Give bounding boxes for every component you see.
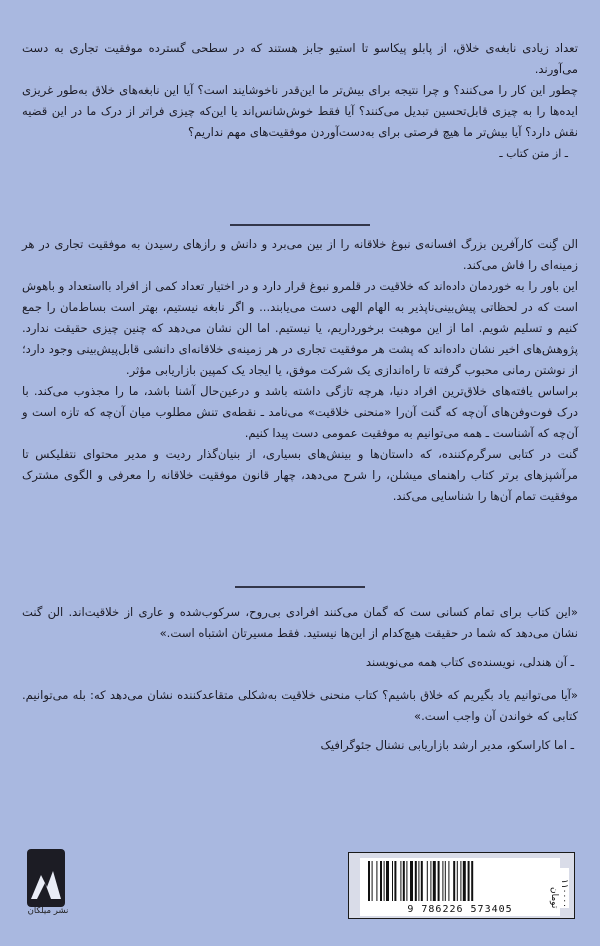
praise-section [22,602,578,768]
description-paragraph-2: این باور را به خوردمان داده‌اند که خلاقیت در قلمرو نبوغ قرار دارد و در اختیار تعداد کمی از افراد بااستعداد و باهوش است که در لحظاتی پیش‌بینی‌ناپذیر به الهام الهی دست می‌یابند... و اگر نابغه نیستیم، بهتر است بساط‌مان را جمع کنیم و تسلیم شویم. اما از این موهبت برخورداریم، یا نیستیم. اما الن نشان می‌دهد که چنین چیزی حقیقت ندارد. پژوهش‌های اخیر نشان داده‌اند که پشت هر موفقیت تجاری در هر زمینه‌ی خلاقانه‌ای دانشی قابل‌پیش‌بینی وجود دارد؛ از نوشتن رمانی محبوب گرفته تا راه‌اندازی یک شرکت موفق، یا ایجاد یک کمپین بازاریابی مؤثر. [22,279,578,377]
section-divider [235,586,365,588]
praise-quote-2: «آیا می‌توانیم یاد بگیریم که خلاق باشیم؟ کتاب منحنی خلاقیت به‌شکلی متقاعدکننده نشان می‌دهد که: بله می‌توانیم. کتابی که خواندن آن واجب است.» [22,688,578,723]
praise-attribution-2: ـ اما کاراسکو، مدیر ارشد بازاریابی نشنال جئوگرافیک [320,738,574,752]
praise-quote-1: «این کتاب برای تمام کسانی ست که گمان می‌کنند افرادی بی‌روح، سرکوب‌شده و عاری از خلاقیت‌اند. الن گنت نشان می‌دهد که شما در حقیقت هیچ‌کدام از این‌ها نیستید. فقط مسیرتان اشتباه است.» [22,605,578,640]
price-label: ۱۱۰۰۰۰ تومان [541,868,569,908]
excerpt-paragraph-2: چطور این کار را می‌کنند؟ و چرا نتیجه برای بیش‌تر ما این‌قدر ناخوشایند است؟ آیا این نابغه‌های خلاق به‌طور غریزی ایده‌ها را به چیزی قابل‌تحسین تبدیل می‌کنند؟ آیا فقط خوش‌شانس‌اند یا این‌که چیزی فراتر از درک ما در این قضیه نقش دارد؟ آیا بیش‌تر ما هیچ فرصتی برای به‌دست‌آوردن موفقیت‌های مهم نداریم؟ [22,83,578,139]
excerpt-paragraph-1: تعداد زیادی نابغه‌ی خلاق، از پابلو پیکاسو تا استیو جابز هستند که در سطحی گسترده موفقیت تجاری به دست می‌آورند. [22,41,578,76]
praise-attribution-1: ـ آن هندلی، نویسنده‌ی کتاب همه می‌نویسند [365,655,574,669]
section-divider [230,224,370,226]
excerpt-attribution: ـ از متن کتاب ـ [499,147,568,160]
isbn-number: 9 786226 573405 [360,904,560,916]
description-paragraph-4: گنت در کتابی سرگرم‌کننده، که داستان‌ها و بینش‌های بسیاری، از بنیان‌گذار ردیت و مدیر محتوای نتفلیکس تا مرآشپزهای برتر کتاب راهنمای میشلن، را شرح می‌دهد، چهار قانون موفقیت خلاقانه را معرفی و الگوی مشترک موفقیت تمام آن‌ها را شناسایی می‌کند. [22,447,578,503]
excerpt-section [22,38,578,164]
barcode-icon [360,858,560,904]
description-paragraph-1: الن گِنت کارآفرین بزرگ افسانه‌ی نبوغ خلاقانه را از بین می‌برد و دانش و رازهای رسیدن به موفقیت تجاری در هر زمینه‌ای را فاش می‌کند. [22,237,578,272]
description-section [22,234,578,507]
publisher-name: نشر میلکان [27,906,69,916]
description-paragraph-3: براساس یافته‌های خلاق‌ترین افراد دنیا، هرچه تازگی داشته باشد و درعین‌حال آشنا باشد، ما را مجذوب می‌کند. با درک فوت‌وفن‌های آن‌چه که گنت آن‌را «منحنی خلاقیت» می‌نامد ـ نقطه‌ی تنش مطلوب میان آن‌چه که تازه است و آن‌چه که آشناست ـ همه می‌توانیم به موفقیت عمومی دست پیدا کنیم. [22,384,578,440]
